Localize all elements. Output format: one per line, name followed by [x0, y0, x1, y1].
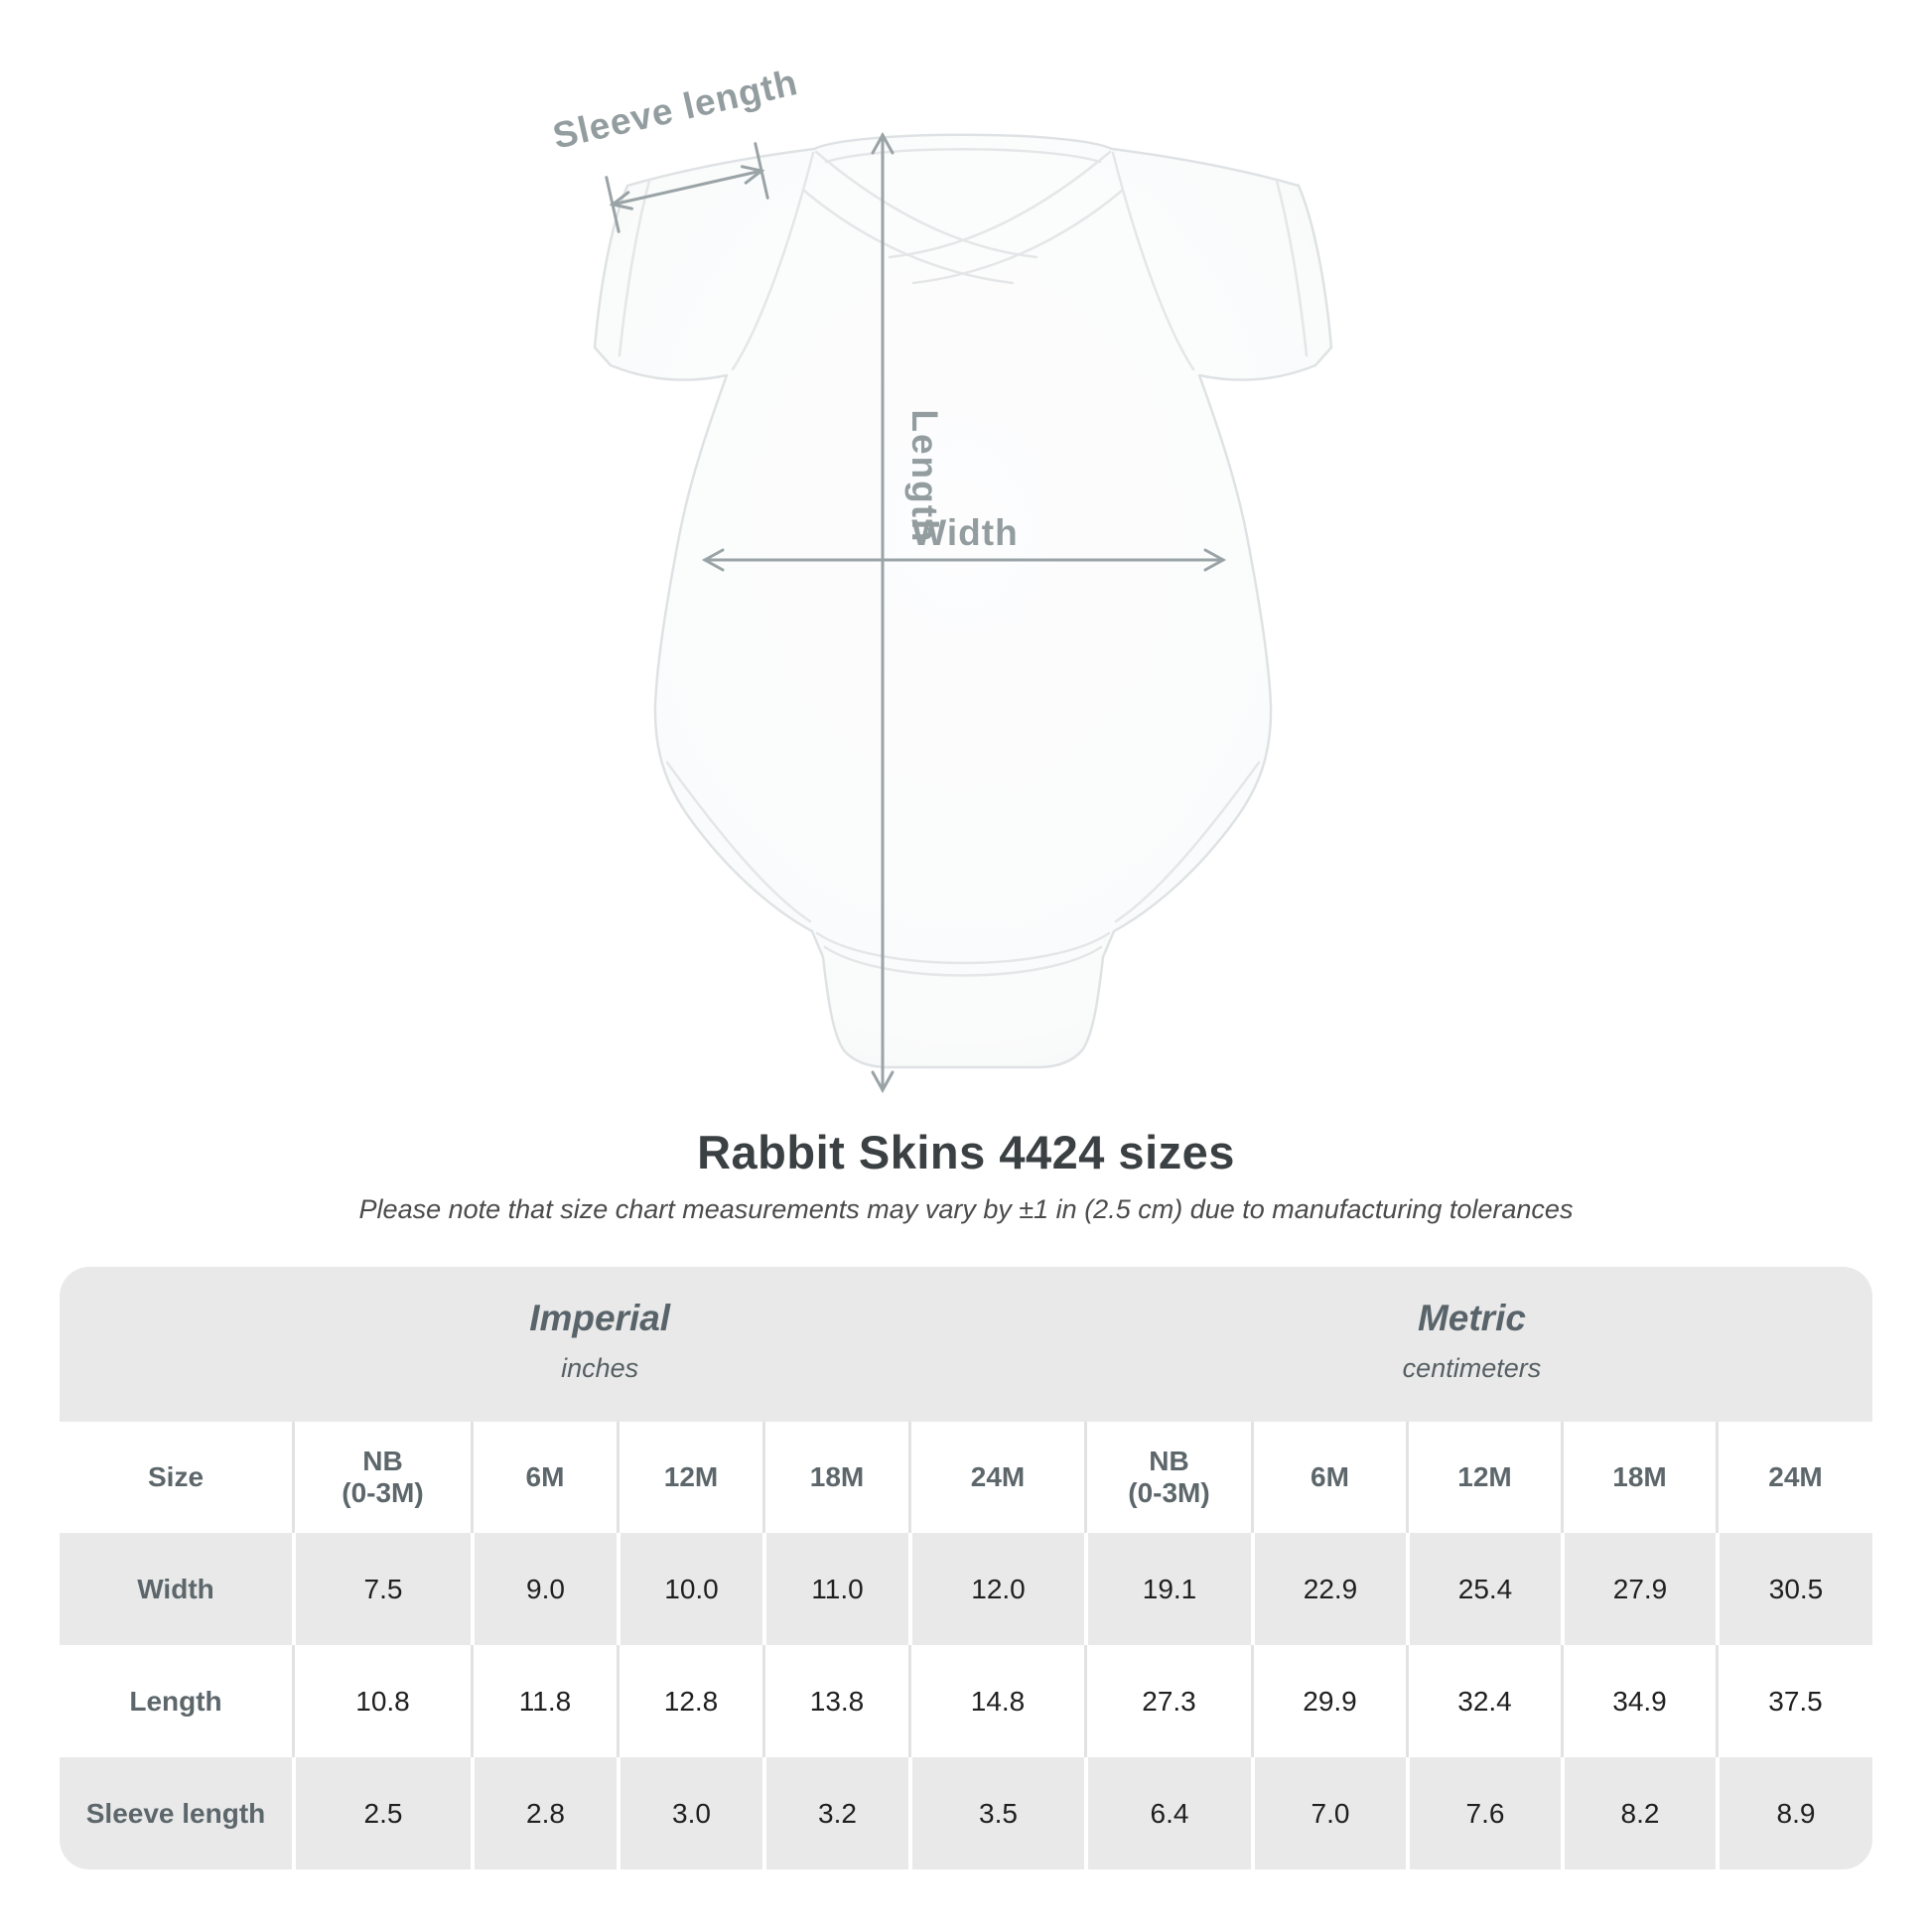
table-cell: 11.0	[762, 1533, 908, 1645]
table-cell: 9.0	[471, 1533, 617, 1645]
column-header-24m-metric	[1716, 1422, 1872, 1533]
size-column-header: Size	[147, 1461, 205, 1492]
table-cell: 29.9	[1251, 1645, 1406, 1757]
column-header-text: 18M	[1612, 1461, 1667, 1492]
row-label: Length	[129, 1685, 222, 1717]
table-cell: 7.0	[1251, 1757, 1406, 1869]
table-cell: 2.8	[471, 1757, 617, 1869]
table-cell: 13.8	[762, 1645, 908, 1757]
bodysuit-diagram	[516, 60, 1410, 1112]
column-header-nb-imperial	[292, 1422, 471, 1533]
table-cell: 12.8	[617, 1645, 762, 1757]
column-header-text: (0-3M)	[1128, 1477, 1210, 1508]
metric-unit: centimeters	[1402, 1353, 1542, 1384]
column-header-text: 12M	[1457, 1461, 1512, 1492]
row-label: Width	[137, 1573, 214, 1604]
column-header-24m-imperial	[908, 1422, 1084, 1533]
table-cell: 3.5	[908, 1757, 1084, 1869]
column-header-18m-imperial	[762, 1422, 908, 1533]
column-header-6m-imperial	[471, 1422, 617, 1533]
page-title: Rabbit Skins 4424 sizes	[697, 1126, 1235, 1178]
imperial-group-header	[529, 1298, 670, 1384]
table-cell: 2.5	[292, 1757, 471, 1869]
table-cell: 8.2	[1561, 1757, 1716, 1869]
table-cell: 34.9	[1561, 1645, 1716, 1757]
table-cell: 14.8	[908, 1645, 1084, 1757]
imperial-label: Imperial	[529, 1298, 671, 1339]
table-cell: 37.5	[1716, 1645, 1872, 1757]
column-header-text: 24M	[1768, 1461, 1823, 1492]
unit-band	[60, 1267, 1872, 1422]
table-cell: 12.0	[908, 1533, 1084, 1645]
table-cell: 3.0	[617, 1757, 762, 1869]
table-cell: 19.1	[1084, 1533, 1251, 1645]
table-row-width	[60, 1533, 1872, 1645]
table-cell: 27.3	[1084, 1645, 1251, 1757]
table-cell: 3.2	[762, 1757, 908, 1869]
column-header-12m-metric	[1406, 1422, 1561, 1533]
metric-label: Metric	[1417, 1298, 1526, 1339]
column-header-text: NB	[1149, 1446, 1189, 1476]
table-cell: 27.9	[1561, 1533, 1716, 1645]
column-header-text: 24M	[970, 1461, 1026, 1492]
table-row-sleeve-length	[60, 1757, 1872, 1869]
table-cell: 6.4	[1084, 1757, 1251, 1869]
bodysuit-svg	[516, 60, 1410, 1112]
table-cell: 25.4	[1406, 1533, 1561, 1645]
column-header-text: 6M	[525, 1461, 565, 1492]
table-cell: 32.4	[1406, 1645, 1561, 1757]
table-cell: 8.9	[1716, 1757, 1872, 1869]
width-label: Width	[911, 512, 1019, 553]
table-cell: 22.9	[1251, 1533, 1406, 1645]
column-header-nb-metric	[1084, 1422, 1251, 1533]
table-cell: 7.6	[1406, 1757, 1561, 1869]
length-label: Length	[904, 409, 945, 544]
metric-group-header	[1403, 1298, 1542, 1384]
column-header-text: 12M	[663, 1461, 719, 1492]
row-label: Sleeve length	[85, 1797, 266, 1829]
column-header-18m-metric	[1561, 1422, 1716, 1533]
table-cell: 11.8	[471, 1645, 617, 1757]
column-header-12m-imperial	[617, 1422, 762, 1533]
column-header-text: NB	[362, 1446, 403, 1476]
sleeve-length-label: Sleeve length	[549, 61, 802, 157]
table-cell: 10.8	[292, 1645, 471, 1757]
table-header-row	[60, 1422, 1872, 1533]
size-table	[60, 1267, 1872, 1869]
imperial-unit: inches	[561, 1353, 639, 1384]
table-row-length	[60, 1645, 1872, 1757]
table-cell: 7.5	[292, 1533, 471, 1645]
table-cell: 10.0	[617, 1533, 762, 1645]
column-header-text: (0-3M)	[342, 1477, 424, 1508]
column-header-text: 18M	[809, 1461, 865, 1492]
column-header-6m-metric	[1251, 1422, 1406, 1533]
tolerance-note: Please note that size chart measurements may vary by ±1 in (2.5 cm) due to manufacturing tolerances	[358, 1194, 1574, 1224]
table-cell: 30.5	[1716, 1533, 1872, 1645]
column-header-text: 6M	[1311, 1461, 1349, 1492]
